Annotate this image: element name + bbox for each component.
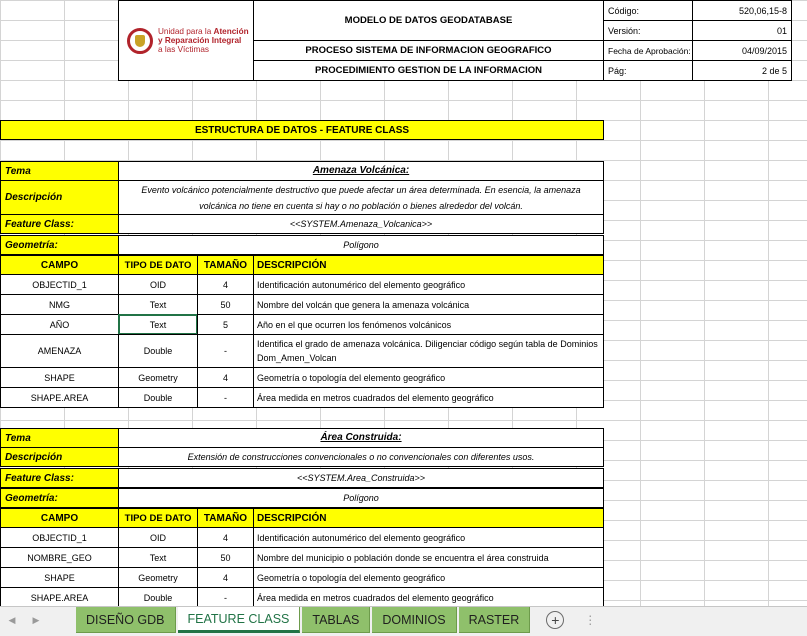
tema-value[interactable]: Amenaza Volcánica:	[118, 161, 604, 181]
sheet-tab-feature-class[interactable]: FEATURE CLASS	[178, 607, 301, 633]
col-header-campo: CAMPO	[0, 255, 119, 275]
col-header-tamano: TAMAÑO	[197, 508, 254, 528]
table-cell-descripcion[interactable]: Área medida en metros cuadrados del elemento geográfico	[253, 387, 604, 408]
table-cell-tamano[interactable]: -	[197, 387, 254, 408]
plus-circle-icon[interactable]: +	[546, 611, 564, 629]
table-cell-tipo[interactable]: OID	[118, 527, 198, 548]
table-cell-tipo[interactable]: Double	[118, 334, 198, 368]
codigo-value[interactable]: 520,06,15-8	[692, 0, 792, 21]
table-cell-tipo[interactable]: Geometry	[118, 367, 198, 388]
table-cell-campo[interactable]: SHAPE	[0, 367, 119, 388]
sheet-tab-bar	[0, 606, 807, 636]
tema-label: Tema	[0, 161, 119, 181]
table-cell-campo[interactable]: OBJECTID_1	[0, 274, 119, 295]
table-cell-tamano[interactable]: 4	[197, 527, 254, 548]
table-cell-descripcion[interactable]: Identificación autonumérico del elemento geográfico	[253, 274, 604, 295]
version-value[interactable]: 01	[692, 20, 792, 41]
logo-line2: y Reparación Integral	[158, 36, 242, 45]
table-cell-tipo[interactable]: Double	[118, 387, 198, 408]
logo-line3: a las Víctimas	[158, 45, 209, 54]
descripcion-value[interactable]: Extensión de construcciones convencionales o no convencionales con diferentes usos.	[118, 447, 604, 467]
table-cell-tamano[interactable]: 4	[197, 367, 254, 388]
table-cell-campo[interactable]: AMENAZA	[0, 334, 119, 368]
sheet-tab-tablas[interactable]: TABLAS	[302, 607, 370, 633]
structure-title[interactable]: ESTRUCTURA DE DATOS - FEATURE CLASS	[0, 120, 604, 140]
descripcion-label: Descripción	[0, 447, 119, 467]
table-cell-descripcion[interactable]: Identificación autonumérico del elemento geográfico	[253, 527, 604, 548]
selected-cell[interactable]: Text	[118, 314, 198, 335]
table-cell-campo[interactable]: SHAPE.AREA	[0, 587, 119, 606]
table-cell-tipo[interactable]: Double	[118, 587, 198, 606]
logo-text	[158, 27, 249, 54]
table-cell-tamano[interactable]: -	[197, 334, 254, 368]
table-cell-campo[interactable]: NOMBRE_GEO	[0, 547, 119, 568]
pag-value[interactable]: 2 de 5	[692, 60, 792, 81]
table-cell-tipo[interactable]: Text	[118, 547, 198, 568]
tema-value[interactable]: Área Construida:	[118, 428, 604, 448]
col-header-campo: CAMPO	[0, 508, 119, 528]
col-header-tamano: TAMAÑO	[197, 255, 254, 275]
table-cell-descripcion[interactable]: Identifica el grado de amenaza volcánica. Diligenciar código según tabla de Dominios Dom_Amen_Volcan	[253, 334, 604, 368]
table-cell-descripcion[interactable]: Geometría o topología del elemento geográfico	[253, 567, 604, 588]
table-cell-tipo[interactable]: OID	[118, 274, 198, 295]
geometria-label: Geometría:	[0, 488, 119, 508]
table-cell-tamano[interactable]: 50	[197, 294, 254, 315]
geometria-value[interactable]: Polígono	[118, 488, 604, 508]
table-cell-campo[interactable]: SHAPE.AREA	[0, 387, 119, 408]
descripcion-value[interactable]: Evento volcánico potencialmente destructivo que puede afectar un área determinada. En esencia, la amenaza volcánica no tiene en cuenta si hay o no población o bienes alrededor del volcán.	[118, 180, 604, 215]
sheet-tab-raster[interactable]: RASTER	[459, 607, 531, 633]
procedure-title: PROCEDIMIENTO GESTION DE LA INFORMACION	[253, 60, 604, 81]
feature-class-label: Feature Class:	[0, 214, 119, 234]
fecha-label: Fecha de Aprobación:	[603, 40, 693, 61]
table-cell-tipo[interactable]: Geometry	[118, 567, 198, 588]
process-title: PROCESO SISTEMA DE INFORMACION GEOGRAFICO	[253, 40, 604, 61]
table-cell-campo[interactable]: NMG	[0, 294, 119, 315]
doc-title: MODELO DE DATOS GEODATABASE	[253, 0, 604, 41]
more-icon[interactable]: ⋮	[584, 613, 597, 627]
col-header-tipo: TIPO DE DATO	[118, 508, 198, 528]
table-cell-descripcion[interactable]: Área medida en metros cuadrados del elemento geográfico	[253, 587, 604, 606]
logo-line1-bold: Atención	[213, 27, 249, 36]
triangle-right-icon[interactable]: ▶	[32, 614, 40, 625]
table-cell-tamano[interactable]: 4	[197, 274, 254, 295]
table-cell-tamano[interactable]: 5	[197, 314, 254, 335]
table-cell-tamano[interactable]: -	[197, 587, 254, 606]
sheet-tab-diseno-gdb[interactable]: DISEÑO GDB	[76, 607, 176, 633]
fecha-value[interactable]: 04/09/2015	[692, 40, 792, 61]
logo-line1: Unidad para la	[158, 27, 212, 36]
col-header-tipo: TIPO DE DATO	[118, 255, 198, 275]
geometria-label: Geometría:	[0, 235, 119, 255]
table-cell-descripcion[interactable]: Año en el que ocurren los fenómenos volcánicos	[253, 314, 604, 335]
table-cell-campo[interactable]: SHAPE	[0, 567, 119, 588]
sheet-tab-dominios[interactable]: DOMINIOS	[372, 607, 456, 633]
table-cell-descripcion[interactable]: Nombre del volcán que genera la amenaza volcánica	[253, 294, 604, 315]
col-header-descripcion: DESCRIPCIÓN	[253, 255, 604, 275]
triangle-left-icon[interactable]: ◀	[8, 614, 16, 625]
table-cell-descripcion[interactable]: Nombre del municipio o población donde se encuentra el área construida	[253, 547, 604, 568]
feature-class-label: Feature Class:	[0, 468, 119, 488]
table-cell-campo[interactable]: OBJECTID_1	[0, 527, 119, 548]
feature-class-value[interactable]: <<SYSTEM.Area_Construida>>	[118, 468, 604, 488]
table-cell-tipo[interactable]: Text	[118, 294, 198, 315]
geometria-value[interactable]: Polígono	[118, 235, 604, 255]
table-cell-campo[interactable]: AÑO	[0, 314, 119, 335]
pag-label: Pág:	[603, 60, 693, 81]
descripcion-label: Descripción	[0, 180, 119, 215]
coat-of-arms-icon	[127, 28, 153, 54]
codigo-label: Código:	[603, 0, 693, 21]
feature-class-value[interactable]: <<SYSTEM.Amenaza_Volcanica>>	[118, 214, 604, 234]
table-cell-tamano[interactable]: 50	[197, 547, 254, 568]
logo-cell	[118, 0, 254, 81]
tema-label: Tema	[0, 428, 119, 448]
table-cell-tamano[interactable]: 4	[197, 567, 254, 588]
table-cell-descripcion[interactable]: Geometría o topología del elemento geográfico	[253, 367, 604, 388]
version-label: Versión:	[603, 20, 693, 41]
col-header-descripcion: DESCRIPCIÓN	[253, 508, 604, 528]
